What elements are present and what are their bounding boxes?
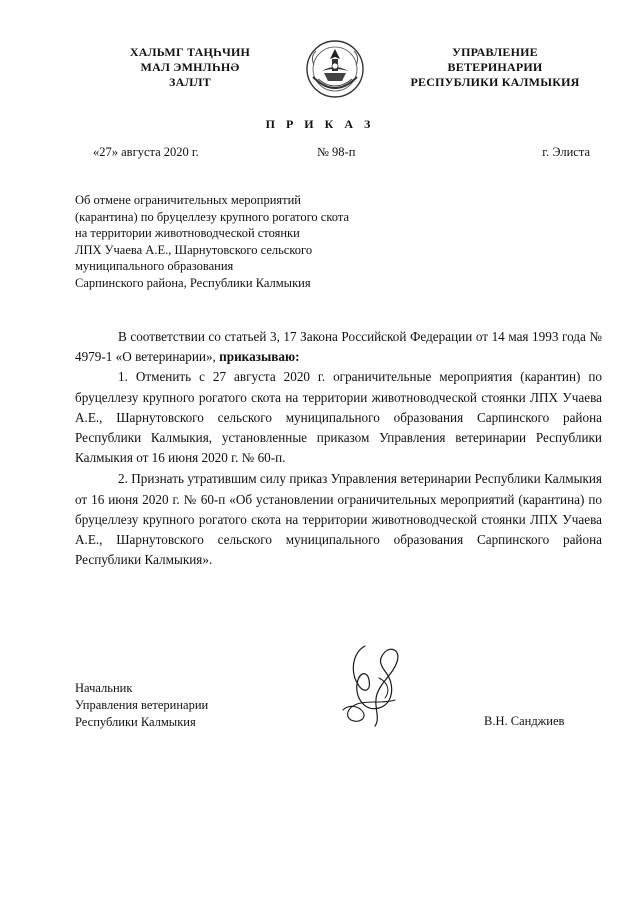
subject-line: ЛПХ Учаева А.Е., Шарнутовского сельского	[75, 242, 313, 257]
header-right-line: УПРАВЛЕНИЕ	[452, 45, 538, 59]
subject-line: муниципального образования	[75, 259, 234, 274]
signatory-position	[75, 680, 208, 731]
position-line: Управления ветеринарии	[75, 698, 209, 712]
position-line: Начальник	[75, 681, 133, 695]
body-item-1: 1. Отменить с 27 августа 2020 г. ограничительные мероприятия (карантин) по бруцеллезу крупного рогатого скота на территории животноводческой стоянки ЛПХ Учаева А.Е., Шарнутовского сельского муниципального образования Сарпинского района Республики Калмыкия, установленные приказом Управления ветеринарии Республики Калмыкия от 16 июня 2020 г. № 60-п.	[75, 369, 602, 466]
position-line: Республики Калмыкия	[75, 715, 196, 729]
document-date: «27» августа 2020 г.	[93, 145, 199, 159]
body-intro-paragraph	[75, 327, 602, 367]
document-subject	[75, 192, 349, 292]
body-item-2: 2. Признать утратившим силу приказ Управления ветеринарии Республики Калмыкия от 16 июня 2020 г. № 60-п «Об установлении ограничительных мероприятий (карантина) по бруцеллезу крупного рогатого скота на территории животноводческой стоянки ЛПХ Учаева А.Е., Шарнутовского сельского муниципального образования Сарпинского района Республики Калмыкия».	[75, 471, 602, 568]
intro-text: В соответствии со статьей 3, 17 Закона Российской Федерации от 14 мая 1993 года № 4979-1 «О ветеринарии»,	[75, 329, 602, 365]
header-left-line: МАЛ ЭМНЛҺНӘ	[140, 60, 240, 74]
subject-line: на территории животноводческой стоянки	[75, 226, 300, 241]
intro-order-word: приказываю:	[219, 349, 300, 365]
coat-of-arms-emblem	[300, 37, 370, 101]
document-body	[75, 327, 602, 570]
document-title: П Р И К А З	[265, 117, 375, 131]
document-number: № 98-п	[317, 145, 356, 159]
handwritten-signature	[335, 638, 415, 730]
header-left-line: ЗАЛЛТ	[169, 75, 211, 89]
subject-line: (карантина) по бруцеллезу крупного рогатого скота	[75, 209, 350, 224]
subject-line: Сарпинского района, Республики Калмыкия	[75, 275, 311, 290]
header-right-russian	[395, 45, 595, 90]
signatory-name: В.Н. Санджиев	[484, 714, 565, 728]
document-city: г. Элиста	[542, 145, 590, 159]
header-left-line: ХАЛЬМГ ТАҢҺЧИН	[129, 45, 251, 59]
subject-line: Об отмене ограничительных мероприятий	[75, 193, 302, 207]
header-left-kalmyk	[105, 45, 275, 90]
header-right-line: ВЕТЕРИНАРИИ	[447, 60, 543, 74]
header-right-line: РЕСПУБЛИКИ КАЛМЫКИЯ	[410, 75, 580, 89]
